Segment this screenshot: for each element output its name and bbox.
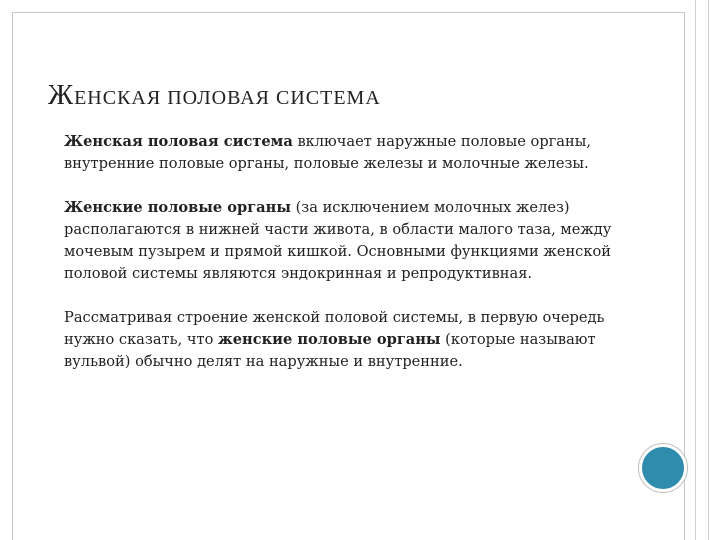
paragraph-text: (за исключением молочных желез) располагаются в нижней части живота, в области малого таза, между мочевым пузырем и прямой кишкой. Основными функциями женской половой системы являются эндокринная и репродуктивная.	[64, 199, 612, 282]
paragraph-1	[64, 131, 624, 175]
decorative-circle	[639, 444, 687, 492]
paragraph-text: (которые называют вульвой) обычно делят на наружные и внутренние.	[64, 331, 596, 370]
bold-term: женские половые органы	[218, 331, 441, 348]
paragraph-2	[64, 197, 624, 285]
paragraph-text: Рассматривая строение женской половой системы, в первую очередь нужно сказать, что	[64, 309, 605, 348]
decorative-rule-outer	[708, 0, 709, 540]
bold-term: Женские половые органы	[64, 199, 291, 216]
paragraph-3	[64, 307, 624, 373]
decorative-rule	[695, 0, 696, 540]
slide-body	[64, 131, 624, 395]
slide-title	[48, 80, 381, 112]
paragraph-text: включает наружные половые органы, внутренние половые органы, половые железы и молочные железы.	[64, 133, 591, 172]
title-text: ЕНСКАЯ ПОЛОВАЯ СИСТЕМА	[74, 87, 381, 109]
title-initial: Ж	[48, 80, 75, 111]
bold-term: Женская половая система	[64, 133, 293, 150]
